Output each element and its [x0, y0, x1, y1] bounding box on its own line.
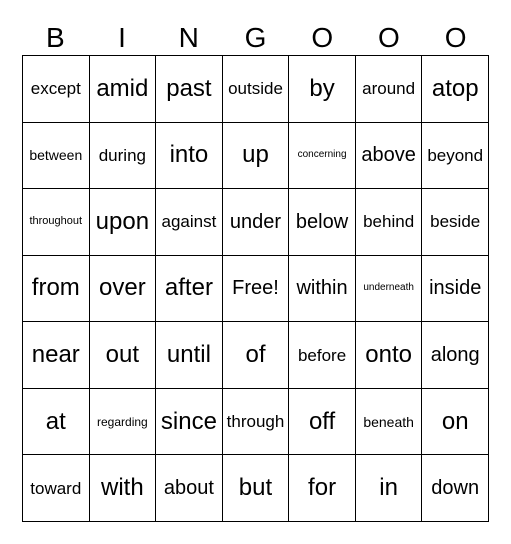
bingo-cell[interactable]: along [422, 322, 489, 389]
bingo-cell[interactable]: but [223, 455, 290, 522]
bingo-cell[interactable]: onto [356, 322, 423, 389]
header-letter-n: N [178, 22, 199, 53]
bingo-cell[interactable]: behind [356, 189, 423, 256]
header-letter-i: I [118, 22, 126, 53]
bingo-cell[interactable]: before [289, 322, 356, 389]
bingo-cell[interactable]: in [356, 455, 423, 522]
bingo-cell[interactable]: under [223, 189, 290, 256]
bingo-cell[interactable]: from [23, 256, 90, 323]
bingo-cell free-space[interactable]: Free! [223, 256, 290, 323]
bingo-cell[interactable]: on [422, 389, 489, 456]
bingo-cell[interactable]: upon [90, 189, 157, 256]
bingo-cell[interactable]: around [356, 56, 423, 123]
bingo-cell[interactable]: after [156, 256, 223, 323]
bingo-cell[interactable]: throughout [23, 189, 90, 256]
header-letter-b: B [46, 22, 65, 53]
bingo-cell[interactable]: into [156, 123, 223, 190]
bingo-cell[interactable]: within [289, 256, 356, 323]
bingo-cell[interactable]: beneath [356, 389, 423, 456]
bingo-cell[interactable]: of [223, 322, 290, 389]
header-letter-o3: O [444, 22, 467, 53]
bingo-cell[interactable]: beyond [422, 123, 489, 190]
header-letter-o2: O [378, 22, 400, 53]
bingo-cell[interactable]: by [289, 56, 356, 123]
bingo-cell[interactable]: toward [23, 455, 90, 522]
bingo-cell[interactable]: outside [223, 56, 290, 123]
bingo-cell[interactable]: regarding [90, 389, 157, 456]
bingo-cell[interactable]: near [23, 322, 90, 389]
bingo-header [22, 20, 489, 56]
bingo-cell[interactable]: for [289, 455, 356, 522]
bingo-cell[interactable]: inside [422, 256, 489, 323]
bingo-cell[interactable]: with [90, 455, 157, 522]
bingo-cell[interactable]: down [422, 455, 489, 522]
header-letter-o1: O [311, 22, 334, 53]
bingo-cell[interactable]: above [356, 123, 423, 190]
bingo-cell[interactable]: through [223, 389, 290, 456]
bingo-cell[interactable]: about [156, 455, 223, 522]
bingo-cell[interactable]: beside [422, 189, 489, 256]
bingo-cell[interactable]: atop [422, 56, 489, 123]
bingo-cell[interactable]: over [90, 256, 157, 323]
bingo-cell[interactable]: until [156, 322, 223, 389]
bingo-cell[interactable]: between [23, 123, 90, 190]
bingo-cell[interactable]: below [289, 189, 356, 256]
bingo-board [22, 55, 489, 522]
bingo-cell[interactable]: against [156, 189, 223, 256]
bingo-cell[interactable]: off [289, 389, 356, 456]
bingo-cell[interactable]: since [156, 389, 223, 456]
header-letter-g: G [244, 22, 267, 53]
bingo-cell[interactable]: past [156, 56, 223, 123]
bingo-cell[interactable]: during [90, 123, 157, 190]
bingo-cell[interactable]: at [23, 389, 90, 456]
bingo-cell[interactable]: amid [90, 56, 157, 123]
bingo-cell[interactable]: out [90, 322, 157, 389]
bingo-cell[interactable]: concerning [289, 123, 356, 190]
bingo-cell[interactable]: underneath [356, 256, 423, 323]
bingo-cell[interactable]: up [223, 123, 290, 190]
bingo-cell[interactable]: except [23, 56, 90, 123]
